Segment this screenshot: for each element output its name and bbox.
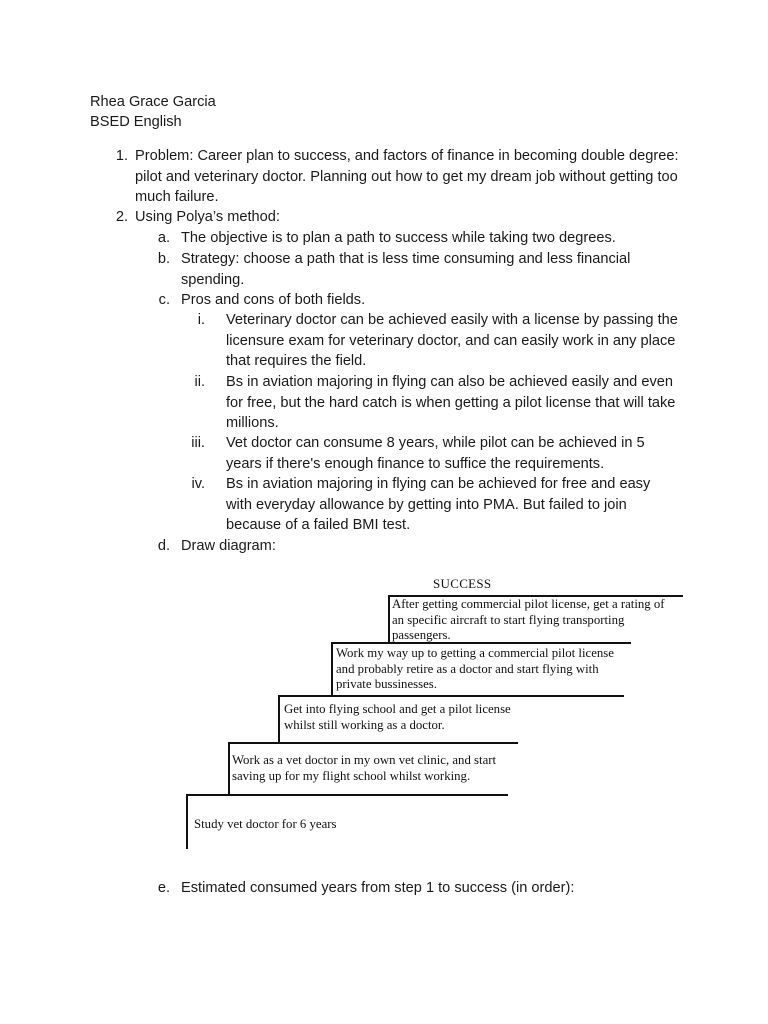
list-item-text: Estimated consumed years from step 1 to success (in order): bbox=[181, 880, 575, 896]
list-marker: ii. bbox=[194, 374, 205, 390]
list-item-text: The objective is to plan a path to success while taking two degrees. bbox=[181, 230, 616, 246]
step-riser-5 bbox=[388, 595, 390, 642]
list-item-text: Strategy: choose a path that is less time consuming and less financial spending. bbox=[181, 251, 631, 288]
step-tread-2 bbox=[228, 742, 518, 744]
list-marker: 1. bbox=[115, 148, 128, 164]
step-riser-2 bbox=[228, 742, 230, 795]
list-item-text: Draw diagram: bbox=[181, 538, 276, 554]
list-marker: c. bbox=[158, 292, 170, 308]
list-item-text: Veterinary doctor can be achieved easily with a license by passing the licensure exam for veterinary doctor, and can easily work in any place that requires the field. bbox=[226, 312, 678, 369]
list-item-text: Pros and cons of both fields. bbox=[181, 292, 366, 308]
list-marker: 2. bbox=[115, 209, 128, 225]
list-marker: b. bbox=[157, 251, 170, 267]
step-tread-3 bbox=[278, 695, 624, 697]
list-item-text: Bs in aviation majoring in flying can also be achieved easily and even for free, but the hard catch is when getting a pilot license that will take millions. bbox=[226, 374, 676, 431]
step-tread-1 bbox=[186, 794, 508, 796]
list-item-text: Bs in aviation majoring in flying can be achieved for free and easy with everyday allowance by getting into PMA. But failed to join because of a failed BMI test. bbox=[226, 476, 651, 533]
step-2-text: Work as a vet doctor in my own vet clinic, and start saving up for my flight school whilst working. bbox=[232, 753, 497, 783]
list-marker: d. bbox=[157, 538, 170, 554]
list-marker: a. bbox=[157, 230, 170, 246]
step-riser-3 bbox=[278, 695, 280, 743]
list-marker: iii. bbox=[191, 435, 205, 451]
step-riser-1 bbox=[186, 794, 188, 849]
step-3-text: Get into flying school and get a pilot license whilst still working as a doctor. bbox=[284, 702, 511, 732]
list-item-text: Using Polya’s method: bbox=[135, 209, 280, 225]
step-tread-4 bbox=[331, 642, 631, 644]
list-marker: i. bbox=[197, 312, 205, 328]
success-label: SUCCESS bbox=[433, 576, 492, 591]
course-name: BSED English bbox=[90, 114, 182, 130]
author-name: Rhea Grace Garcia bbox=[90, 94, 216, 110]
step-5-text: After getting commercial pilot license, get a rating of an specific aircraft to start flying transporting passengers. bbox=[392, 597, 665, 642]
list-marker: e. bbox=[157, 880, 170, 896]
list-item-text: Vet doctor can consume 8 years, while pilot can be achieved in 5 years if there's enough finance to suffice the requirements. bbox=[226, 435, 645, 472]
step-riser-4 bbox=[331, 642, 333, 695]
list-marker: iv. bbox=[191, 476, 205, 492]
step-1-text: Study vet doctor for 6 years bbox=[194, 817, 337, 831]
step-4-text: Work my way up to getting a commercial pilot license and probably retire as a doctor and start flying with private bussinesses. bbox=[336, 646, 614, 691]
list-item-text: Problem: Career plan to success, and factors of finance in becoming double degree: pilot and veterinary doctor. Planning out how to get my dream job without getting too much failure. bbox=[135, 148, 679, 205]
